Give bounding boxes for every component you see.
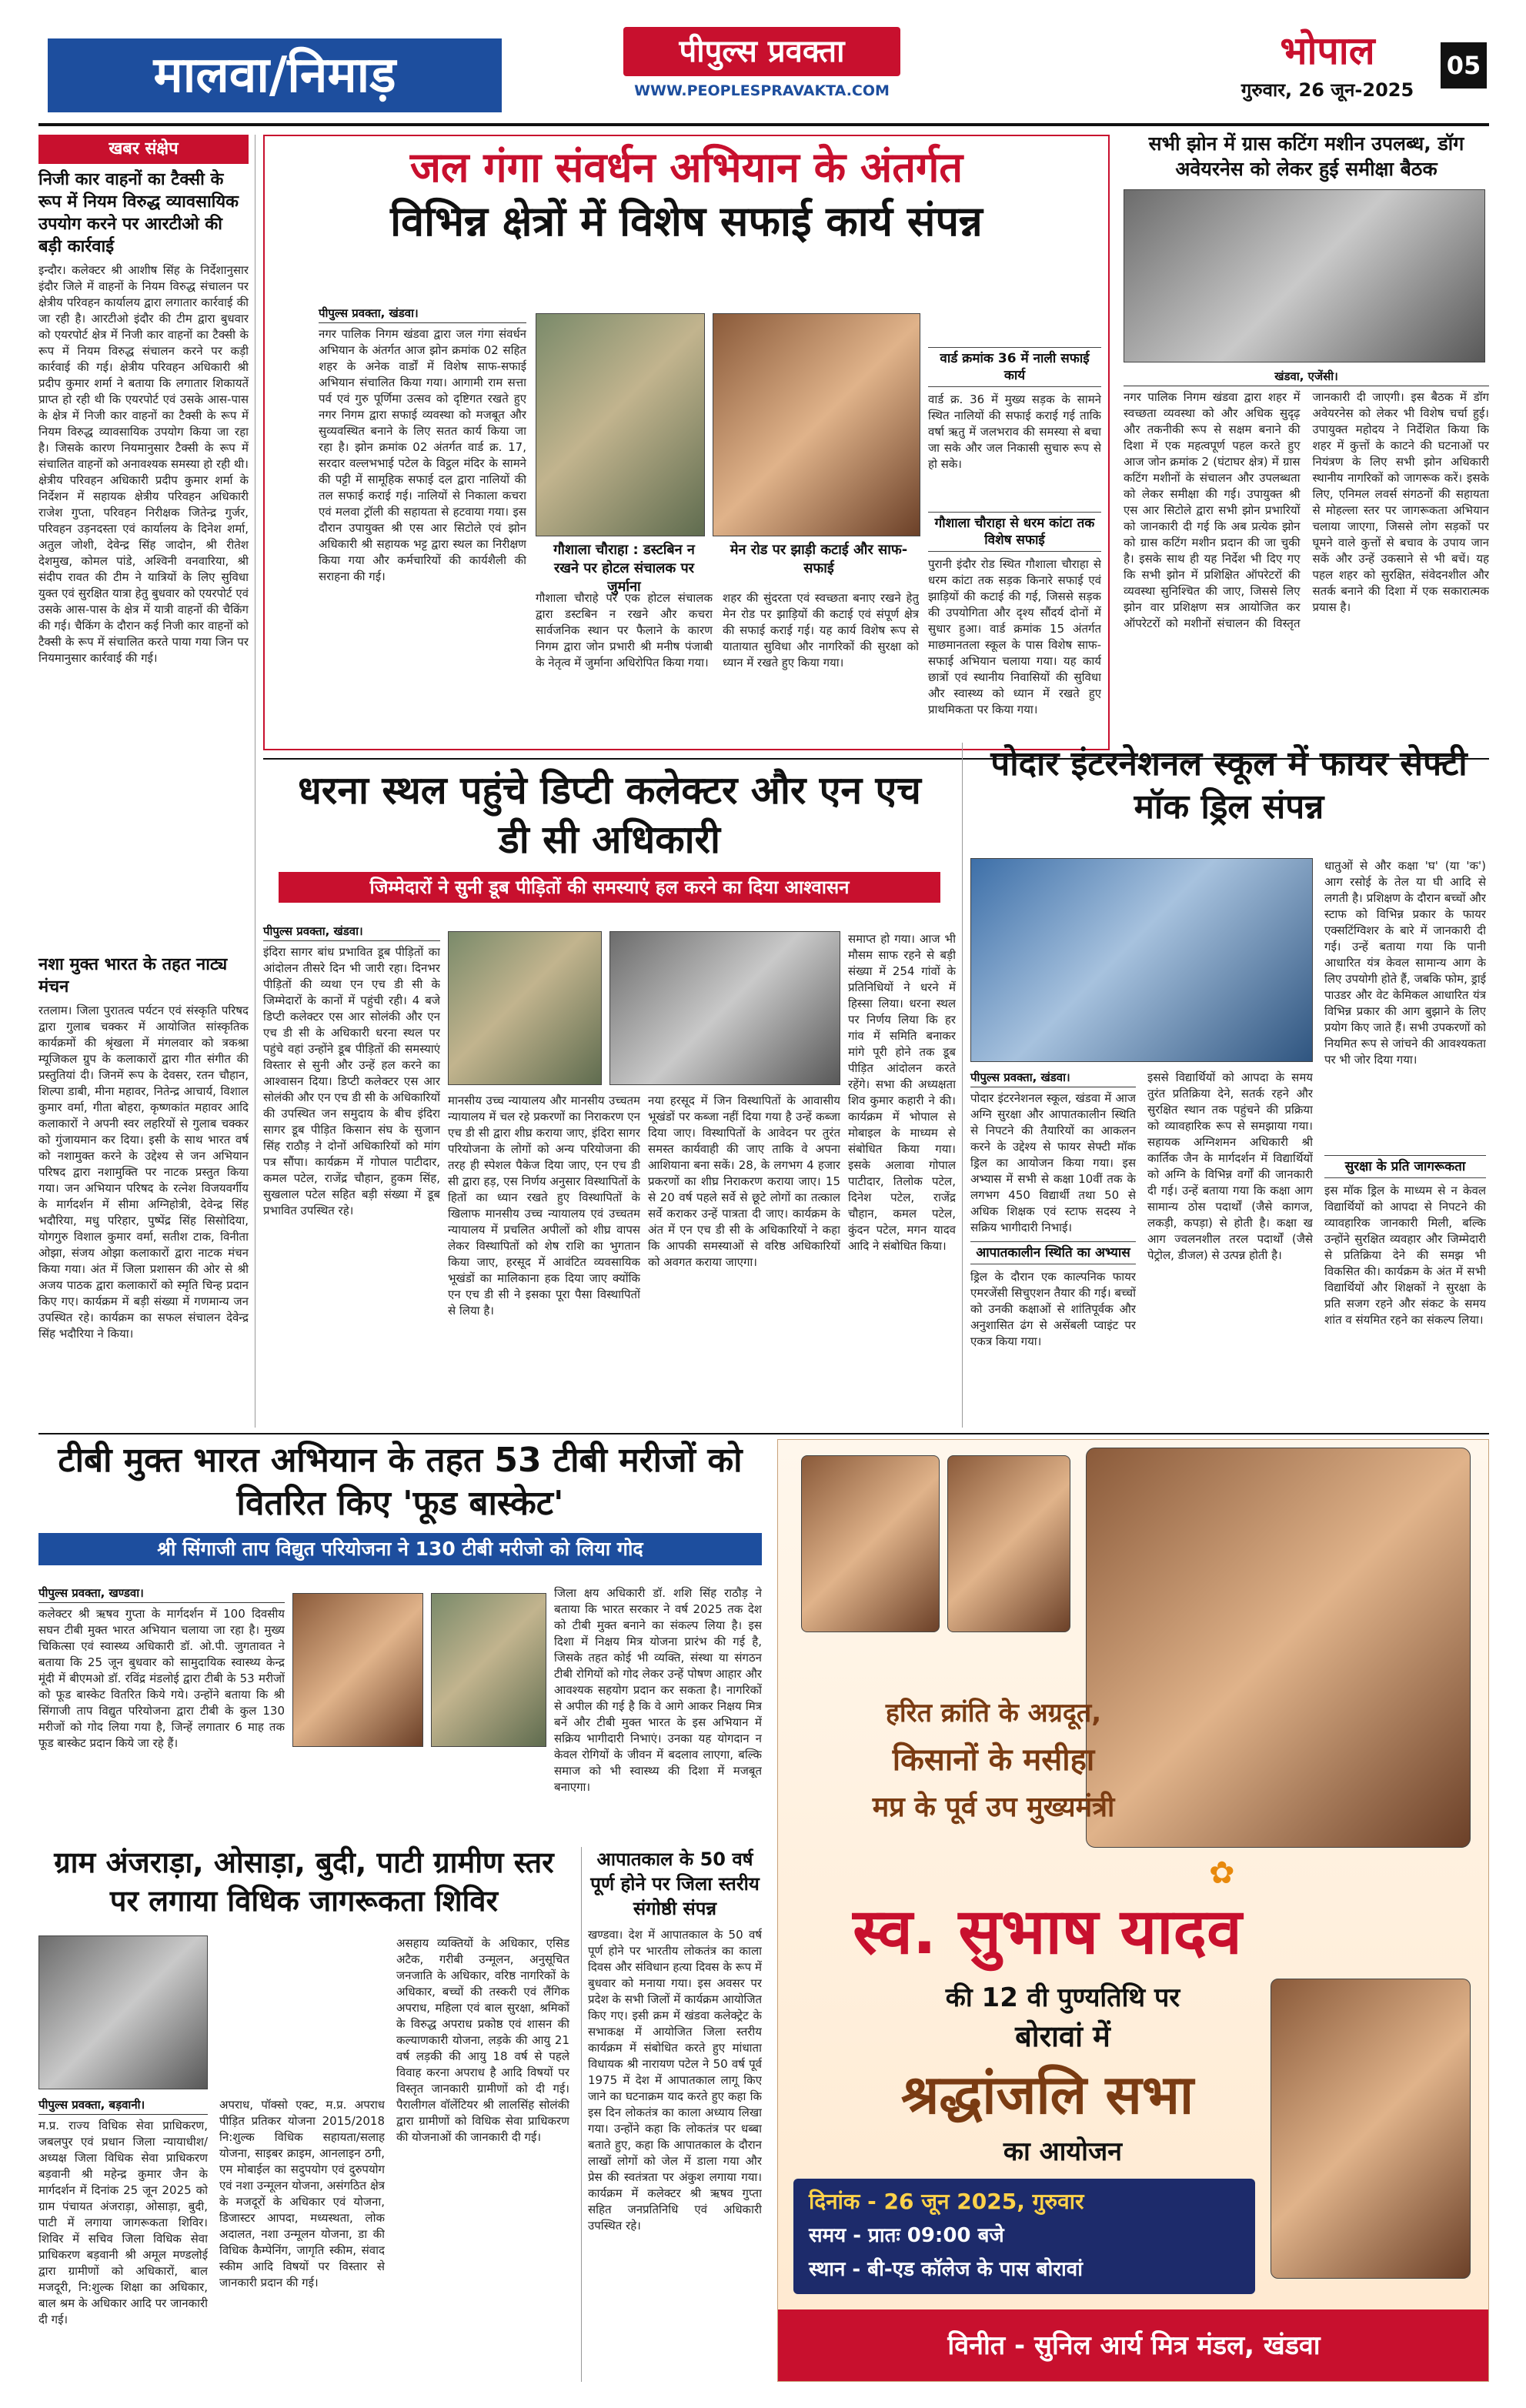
tb-photo-1 xyxy=(292,1593,423,1747)
briefs-column xyxy=(38,135,255,1428)
tb-col-1 xyxy=(38,1585,285,1837)
emergency-body: खण्डवा। देश में आपातकाल के 50 वर्ष पूर्ण होने पर भारतीय लोकतंत्र का काला दिवस और संविधान हत्या दिवस के रूप में बुधवार को मनाया गया। इस अवसर पर प्रदेश के सभी जिलों में कार्यक्रम आयोजित किए गए। इसी क्रम में खंडवा कलेक्ट्रेट के सभाकक्ष में आयोजित जिला स्तरीय कार्यक्रम में संबोधित करते हुए मांधाता विधायक श्री नारायण पटेल ने 50 वर्ष पूर्व 1975 में देश में आपातकाल लागू किए जाने का घटनाक्रम याद करते हुए कहा कि इस दिन लोकतंत्र का काला अध्याय लिखा गया। उन्होंने कहा कि लोकतंत्र पर धब्बा बताते हुए, कहा कि आपातकाल के दौरान लाखों लोगों को जेल में डाला गया और प्रेस की स्वतंत्रता पर अंकुश लगाया गया। कार्यक्रम में कलेक्टर श्री ऋषव गुप्ता सहित जनप्रतिनिधि एवं अधिकारी उपस्थित रहे। xyxy=(588,1928,762,2233)
ad-line-2: किसानों के मसीहा xyxy=(892,1742,1095,1778)
podar-text-2: इससे विद्यार्थियों को आपदा के समय तुरंत प्रतिक्रिया देने, सतर्क रहने और सुरक्षित स्थान तक पहुंचने की प्रक्रिया को व्यावहारिक रूप से समझाया गया। सहायक अग्निशमन अधिकारी श्री कार्तिक जैन के मार्गदर्शन में विद्यार्थियों को अग्नि के विभिन्न वर्गों की जानकारी दी गई। उन्हें बताया गया कि कक्षा आग सामान्य ठोस पदार्थों (जैसे कागज, लकड़ी, कपड़ा) से होती है। कक्षा ख आग ज्वलनशील तरल पदार्थों (जैसे पेट्रोल, डीजल) से उत्पन्न होती है। xyxy=(1147,1070,1313,1262)
tb-banner: श्री सिंगाजी ताप विद्युत परियोजना ने 130 टीबी मरीजो को लिया गोद xyxy=(38,1533,762,1565)
camp-text-2: अपराध, पॉक्सो एक्ट, म.प्र. अपराध पीड़ित प्रतिकर योजना 2015/2018 नि:शुल्क विधिक सहायता/सलाह योजना, साइबर क्राइम, आनलाइन ठगी, एम मोबाईल का सदुपयोग एवं दुरुपयोग एवं नशा उन्मूलन योजना, असंगठित क्षेत्र के मजदूरों के अधिकार एवं योजना, डिजास्टर आपदा, मध्यस्थता, लोक अदालत, नशा उन्मूलन योजना, डा की विधिक कैम्पेनिंग, जागृति स्कीम, संवाद स्कीम आदि विषयों पर विस्तार से जानकारी प्रदान की गई। xyxy=(219,2098,385,2289)
ad-portrait-2 xyxy=(947,1455,1070,1632)
emergency-story xyxy=(581,1847,762,2382)
dharna-banner: जिम्मेदारों ने सुनी डूब पीड़ितों की समस्याएं हल करने का दिया आश्वासन xyxy=(279,872,940,903)
lead-text-3: शहर की सुंदरता एवं स्वच्छता बनाए रखने हेतु मेन रोड पर झाड़ियों की कटाई एवं संपूर्ण क्षेत्र की सफाई कराई गई। यह कार्य विशेष रूप से यातायात सुविधा और नागरिकों की सुरक्षा को ध्यान में रखते हुए किया गया। xyxy=(723,591,919,670)
podar-text-1: पोदार इंटरनेशनल स्कूल, खंडवा में आज अग्नि सुरक्षा और आपातकालीन स्थिति से निपटने की तैयारियों का आकलन करने के उद्देश्य से फायर सेफ्टी मॉक ड्रिल का आयोजन किया गया। इस अभ्यास में सभी से कक्षा 10वीं तक के लगभग 450 विद्यार्थी तथा 50 से अधिक शिक्षक एवं स्टाफ सदस्य ने सक्रिय भागीदारी निभाई। xyxy=(970,1091,1136,1234)
tb-headline: टीबी मुक्त भारत अभियान के तहत 53 टीबी मरीजों को वितरित किए 'फूड बास्केट' xyxy=(58,1441,743,1523)
tb-story xyxy=(38,1439,762,1839)
lead-photo-2 xyxy=(713,313,920,536)
lead-sidebar xyxy=(928,342,1101,770)
lead-side-text-2: पुरानी इंदौर रोड स्थित गौशाला चौराहा से धरम कांटा तक सड़क किनारे सफाई एवं झाड़ियों की कटाई की गई, जिससे सड़क की उपयोगिता और दृश्य सौंदर्य दोनों में सुधार हुआ। वार्ड क्रमांक 15 अंतर्गत माछमानतला स्कूल के पास विशेष साफ-सफाई अभियान चलाया गया। यह कार्य छात्रों एवं स्थानीय निवासियों की सुविधा और स्वास्थ्य को ध्यान में रखते हुए प्राथमिकता पर किया गया। xyxy=(928,557,1101,716)
masthead xyxy=(0,0,1526,127)
lead-photo-1-caption: गौशाला चौराहा : डस्टबिन न रखने पर होटल संचालक पर जुर्माना xyxy=(536,538,713,599)
grass-headline: सभी झोन में ग्रास कटिंग मशीन उपलब्ध, डॉग अवेयरनेस को लेकर हुई समीक्षा बैठक xyxy=(1148,132,1464,180)
podar-col-3 xyxy=(1324,858,1486,1391)
tb-text-1: कलेक्टर श्री ऋषव गुप्ता के मार्गदर्शन में 100 दिवसीय सघन टीबी मुक्त भारत अभियान चलाया जा रहा है। मुख्य चिकित्सा एवं स्वास्थ्य अधिकारी डॉ. ओ.पी. जुगतावत ने बताया कि 25 जून बुधवार को सामुदायिक स्वास्थ्य केन्द्र मूंदी में बीएमओ डॉ. रविंद्र मंडलोई द्वारा टीबी के 53 मरीजों को फूड बास्केट वितरित किये गये। उन्होंने बताया कि श्री सिंगाजी ताप विद्युत परियोजना द्वारा टीबी के कुल 130 मरीजों को गोद लिया गया है, जिन्हें लगातार 6 माह तक फूड बास्केट प्रदान किये जा रहे हैं। xyxy=(38,1607,285,1750)
dharna-text-3: नया हरसूद में जिन विस्थापितों के आवासीय भूखंडों पर कब्जा नहीं दिया गया है उन्हें कब्जा दिया जाए। विस्थापितों के आवेदन पर तुरंत समस्त कार्यवाही की जाए ताकि वे अपना आशियाना बना सकें। 28, के लगभग 4 हजार प्रकरणों का शीघ्र निराकरण कराया जाए। 15 से 20 वर्ष पहले सर्वे से छूटे लोगों का तत्काल सर्वे कराकर उन्हें पात्रता दी जाए। कार्यक्रम के अंत में एन एच डी सी के अधिकारियों ने कहा कि आपकी समस्याओं से वरिष्ठ अधिकारियों को अवगत कराया जाएगा। xyxy=(648,1094,840,1269)
camp-text-1: म.प्र. राज्य विधिक सेवा प्राधिकरण, जबलपुर एवं प्रधान जिला न्यायाधीश/अध्यक्ष जिला विधिक सेवा प्राधिकरण बड़वानी श्री महेन्द्र कुमार जैन के मार्गदर्शन में दिनांक 25 जून 2025 को ग्राम पंचायत अंजराड़ा, ओसाड़ा, बुदी, पाटी में लगाया जागरूकता शिविर। शिविर में सचिव जिला विधिक सेवा प्राधिकरण बड़वानी श्री अमूल मण्डलोई द्वारा ग्रामीणों को अधिकारों, बाल मजदूरी, नि:शुल्क शिक्षा का अधिकार, बाल श्रम के अधिकार आदि पर जानकारी दी गई। xyxy=(38,2119,208,2326)
dharna-text-4: समाप्त हो गया। आज भी मौसम साफ रहने से बड़ी संख्या में 254 गांवों के प्रतिनिधियों ने धरने में हिस्सा लिया। धरना स्थल पर निर्णय लिया कि हर गांव में समिति बनाकर मांगे पूरी होने तक डूब पीड़ित आंदोलन करते रहेंगे। सभा की अध्यक्षता शिव कुमार कहारी ने की। कार्यक्रम में भोपाल से मोबाइल के माध्यम से संबोधित किया गया। इसके अलावा गोपाल पाटीदार, तिलोक पटेल, दिनेश पटेल, राजेंद्र चौहान, कमल पटेल, कुंदन पटेल, मगन यादव आदि ने संबोधित किया। xyxy=(848,932,956,1253)
ad-tagline xyxy=(793,1694,1194,1825)
lead-photo-1 xyxy=(536,313,705,536)
podar-story xyxy=(962,743,1489,1428)
lead-photo-2-caption: मेन रोड पर झाड़ी कटाई और साफ-सफाई xyxy=(719,538,919,581)
lead-col-1 xyxy=(319,306,526,742)
podar-subhead-2: सुरक्षा के प्रति जागरूकता xyxy=(1324,1155,1486,1178)
ad-line-3: मप्र के पूर्व उप मुख्यमंत्री xyxy=(872,1792,1115,1823)
ad-venue: स्थान - बी-एड कॉलेज के पास बोरावां xyxy=(809,2258,1083,2281)
camp-story xyxy=(38,1843,569,2382)
brand-name: पीपुल्स प्रवक्ता xyxy=(623,27,900,76)
ad-event: श्रद्धांजलि सभा xyxy=(900,2063,1194,2126)
brief-2-body: रतलाम। जिला पुरातत्व पर्यटन एवं संस्कृति परिषद द्वारा गुलाब चक्कर में आयोजित सांस्कृतिक कार्यक्रमों की श्रृंखला में मंगलवार को त्रकश्रा म्यूजिकल ग्रुप के कलाकारों द्वारा गीत संगीत की प्रस्तुतियां दी। जिनमें रूप के देवसर, रतन चौहान, शिल्पा डाबी, मीना महावर, नितेन्द्र आचार्य, विशाल कुमार वर्मा, गीता बोहरा, कृष्णकांत महावर आदि कलाकारों ने अपनी स्वर लहरियों से गुलाब चक्कर को गुंजायमान कर दिया। इसी के साथ भारत वर्ष को नशामुक्त करने के उद्देश्य से जन अभियान परिषद द्वारा नशामुक्ति पर नाटक प्रस्तुत किया गया। जन अभियान परिषद के रत्नेश विजयवर्गीय के मार्गदर्शन में सीमा अग्निहोत्री, देवेन्द्र सिंह भदौरिया, मधु परिहार, पुष्पेंद्र सिंह सिसोदिया, योगगुरु विशाल कुमार वर्मा, सतीश टाक, विनीता ओझा, संजय ओझा कलाकारों द्वारा नाटक मंचन किया गया। अंत में जिला प्रशासन की ओर से श्री अजय पाठक द्वारा कलाकारों को स्मृति चिन्ह प्रदान किए गए। कार्यक्रम में बड़ी संख्या में गणमान्य जन उपस्थित रहे। कार्यक्रम का सफल संचालन देवेन्द्र सिंह भदौरिया ने किया। xyxy=(38,1004,249,1341)
divider-2 xyxy=(38,1433,1489,1434)
ad-line-6: का आयोजन xyxy=(1003,2136,1123,2167)
ad-flower-icon: ✿ xyxy=(1209,1855,1235,1891)
masthead-rule xyxy=(38,123,1489,126)
dharna-story xyxy=(263,766,956,1428)
grass-body: नगर पालिक निगम खंडवा द्वारा शहर में स्वच्छता व्यवस्था को और अधिक सुदृढ़ और तकनीकी रूप से सक्षम बनाने की दिशा में एक महत्वपूर्ण पहल करते हुए आज जोन क्रमांक 2 (घंटाघर क्षेत्र) में ग्रास कटिंग मशीनों के संचालन और उपलब्धता को लेकर समीक्षा की गई। उपायुक्त श्री एस आर सिटोले द्वारा सभी झोन प्रभारियों को जानकारी दी गई कि अब प्रत्येक झोन को ग्रास कटिंग मशीन प्रदान की जा चुकी है। इसके साथ ही यह निर्देश भी दिए गए कि सभी झोन में प्रशिक्षित ऑपरेटरों की व्यवस्था सुनिश्चित की जाए, जिससे लिए झोन वार प्रशिक्षण सत्र आयोजित कर ऑपरेटरों को मशीनों संचालन की विस्तृत जानकारी दी जाएगी। इस बैठक में डॉग अवेयरनेस को लेकर भी विशेष चर्चा हुई। उपायुक्त महोदय ने निर्देशित किया कि शहर में कुत्तों के काटने की घटनाओं पर नियंत्रण के लिए सभी झोन अधिकारी स्थानीय नागरिकों को जागरूक करें। इसके लिए, एनिमल लवर्स संगठनों की सहायता से मोहल्ला स्तर पर जागरूकता अभियान चलाया जाएगा, जिससे लोग सड़कों पर घूमने वाले कुत्तों से बचाव के उपाय जान सकें और उन्हें उकसाने से भी बचें। यह पहल शहर को सुरक्षित, संवेदनशील और सतर्क बनाने की दिशा में एक सकारात्मक प्रयास है। xyxy=(1124,390,1489,630)
ad-portrait-host xyxy=(1271,1979,1471,2279)
dharna-byline: पीपुल्स प्रवक्ता, खंडवा। xyxy=(263,923,440,941)
tb-text-2: जिला क्षय अधिकारी डॉ. शशि सिंह राठौड़ ने बताया कि भारत सरकार ने वर्ष 2025 तक देश को टीबी मुक्त बनाने का संकल्प लिया है। इस दिशा में निक्षय मित्र योजना प्रारंभ की गई है, जिसके तहत कोई भी व्यक्ति, संस्था या संगठन टीबी रोगियों को गोद लेकर उन्हें पोषण आहार और आवश्यक सहयोग प्रदान कर सकता है। नागरिकों से अपील की गई है कि वे आगे आकर निक्षय मित्र बनें और टीबी मुक्त भारत के इस अभियान में सक्रिय भागीदारी निभाएं। उनका यह योगदान न केवल रोगियों के जीवन में बदलाव लाएगा, बल्कि समाज को भी स्वास्थ्य की दिशा में मजबूत बनाएगा। xyxy=(554,1586,762,1794)
lead-headline-1: जल गंगा संवर्धन अभियान के अंतर्गत xyxy=(409,143,963,192)
camp-photo xyxy=(38,1935,208,2089)
ad-line-4: की 12 वी पुण्यतिथि पर xyxy=(945,1982,1180,2013)
dharna-photo-1 xyxy=(448,931,602,1085)
brief-1-title: निजी कार वाहनों का टैक्सी के रूप में नियम विरुद्ध व्यावसायिक उपयोग करने पर आरटीओ की बड़ी कार्रवाई xyxy=(38,170,239,256)
ad-date: दिनांक - 26 जून 2025, गुरुवार xyxy=(809,2189,1084,2214)
emergency-headline: आपातकाल के 50 वर्ष पूर्ण होने पर जिला स्तरीय संगोष्ठी संपन्न xyxy=(590,1849,760,1919)
masthead-date: गुरुवार, 26 जून-2025 xyxy=(1241,79,1414,101)
grass-photo xyxy=(1124,189,1485,362)
brand-url[interactable]: WWW.PEOPLESPRAVAKTA.COM xyxy=(634,82,890,99)
grass-byline: खंडवा, एजेंसी। xyxy=(1124,369,1489,386)
camp-col-1 xyxy=(38,2097,208,2372)
ad-footer: विनीत - सुनिल आर्य मित्र मंडल, खंडवा xyxy=(778,2309,1489,2382)
briefs-label: खबर संक्षेप xyxy=(38,135,249,164)
camp-byline: पीपुल्स प्रवक्ता, बड़वानी। xyxy=(38,2097,208,2115)
dharna-text-1: इंदिरा सागर बांध प्रभावित डूब पीड़ितों का आंदोलन तीसरे दिन भी जारी रहा। दिनभर पीड़ितों की व्यथा एन एच डी सी के जिम्मेदारों के कानों में पहुंची रही। 4 बजे डिप्टी कलेक्टर एस आर सोलंकी और एन एच डी सी के अधिकारी धरना स्थल पर पहुंचे वहां उन्होंने डूब पीड़ितों की समस्याएं विस्तार से सुनी और उन्हें हल करने का आश्वासन दिया। डिप्टी कलेक्टर एस आर सोलंकी और एन एच डी सी के अधिकारियों की उपस्थित जन समुदाय के बीच इंदिरा सागर डूब पीड़ित किसान संघ के सुजान सिंह राठौड़ ने दोनों अधिकारियों को मांग पत्र सौंपा। कार्यक्रम में गोपाल पाटीदार, कमल पटेल, राजेंद्र चौहान, हुकम सिंह, सुखलाल पटेल सहित बड़ी संख्या में डूब प्रभावित उपस्थित रहे। xyxy=(263,945,440,1217)
podar-text-3b: इस मॉक ड्रिल के माध्यम से न केवल विद्यार्थियों को आपदा से निपटने की व्यावहारिक जानकारी मिली, बल्कि उन्होंने सुरक्षित व्यवहार और जिम्मेदारी से प्रतिक्रिया देने की समझ भी विकसित की। कार्यक्रम के अंत में सभी विद्यार्थियों और शिक्षकों ने सुरक्षा के प्रति सजग रहने और संकट के समय शांत व संयमित रहने का संकल्प लिया। xyxy=(1324,1184,1486,1327)
podar-text-3: धातुओं से और कक्षा 'घ' (या 'क') आग रसोई के तेल या घी आदि से लगती है। प्रशिक्षण के दौरान बच्चों और स्टाफ को विभिन्न प्रकार के फायर एक्सटिंग्विशर के बारे में जानकारी दी गई। उन्हें बताया गया कि पानी आधारित यंत्र केवल सामान्य आग के लिए उपयोगी होते हैं, जबकि फोम, ड्राई पाउडर और वेट केमिकल आधारित यंत्र विभिन्न प्रकार की आग बुझाने के लिए प्रयोग किए जाते हैं। सभी उपकरणों को नियमित रूप से जांचने की आवश्यकता पर भी जोर दिया गया। xyxy=(1324,859,1486,1067)
lead-side-text-1: वार्ड क्र. 36 में मुख्य सड़क के सामने स्थित नालियों की सफाई कराई गई ताकि वर्षा ऋतु में जलभराव की समस्या से बचा जा सके और जल निकासी सुचारु रूप से हो सके। xyxy=(928,392,1101,471)
ad-line-1: हरित क्रांति के अग्रदूत, xyxy=(885,1698,1102,1728)
camp-text-3: असहाय व्यक्तियों के अधिकार, एसिड अटैक, गरीबी उन्मूलन, अनुसूचित जनजाति के अधिकार, वरिष्ठ नागरिकों के अधिकार, बच्चों की तस्करी एवं लैंगिक अपराध, महिला एवं बाल सुरक्षा, श्रमिकों के विरुद्ध अपराध प्रकोष्ठ एवं शासन की कल्याणकारी योजना, लड़के की आयु 21 वर्ष लड़की की आयु 18 वर्ष से पहले विवाह करना अपराध है आदि विषयों पर विस्तृत जानकारी ग्रामीणों को दी गई। पैरालीगल वॉलेंटियर श्री लालसिंह सोलंकी द्वारा ग्रामीणों को विधिक सेवा प्राधिकरण की योजनाओं की जानकारी दी गई। xyxy=(396,1936,569,2144)
lead-subhead-1: वार्ड क्रमांक 36 में नाली सफाई कार्य xyxy=(928,347,1101,387)
ad-time: समय - प्रातः 09:00 बजे xyxy=(809,2224,1004,2247)
dharna-headline: धरना स्थल पहुंचे डिप्टी कलेक्टर और एन एच डी सी अधिकारी xyxy=(298,768,921,862)
dharna-photo-2 xyxy=(609,931,840,1085)
brand-logo[interactable] xyxy=(623,27,900,115)
ad-details-box xyxy=(793,2179,1255,2294)
lead-subhead-2: गौशाला चौराहा से धरम कांटा तक विशेष सफाई xyxy=(928,512,1101,552)
masthead-city: भोपाल xyxy=(1280,28,1375,73)
grass-story xyxy=(1124,131,1489,746)
dharna-text-2: मानसीय उच्च न्यायालय और मानसीय उच्चतम न्यायालय में चल रहे प्रकरणों का निराकरण एन एच डी सी द्वारा शीघ्र कराया जाए, इंदिरा सागर परियोजना के लोगों को अन्य परियोजना की तरह ही स्पेशल पैकेज दिया जाए, एन एच डी सी द्वारा हड़, एस निर्णय अनुसार विस्थापितों के हितों का ध्यान रखते हुए विस्थापितों के खिलाफ मानसीय उच्च न्यायालय एवं उच्चतम न्यायालय में प्रचलित अपीलों को शीघ्र वापस लेकर विस्थापितों को शेष राशि का भुगतान किया जाए, हरसूद में आवंटित व्यवसायिक भूखंडों का मालिकाना हक दिया जाए क्योंकि एन एच डी सी ने इसका पूरा पैसा विस्थापितों से लिया है। xyxy=(448,1094,640,1318)
tribute-ad xyxy=(777,1439,1489,2382)
ad-line-5: बोरावां में xyxy=(1015,2019,1110,2053)
camp-headline: ग्राम अंजराड़ा, ओसाड़ा, बुदी, पाटी ग्रामीण स्तर पर लगाया विधिक जागरूकता शिविर xyxy=(54,1845,554,1918)
lead-headline-2: विभिन्न क्षेत्रों में विशेष सफाई कार्य संपन्न xyxy=(390,197,983,246)
ad-portrait-1 xyxy=(801,1455,940,1632)
tb-photo-2 xyxy=(431,1593,546,1747)
page-number: 05 xyxy=(1441,42,1487,89)
brief-2-title: नशा मुक्त भारत के तहत नाट्य मंचन xyxy=(38,955,228,997)
podar-subhead-1: आपातकालीन स्थिति का अभ्यास xyxy=(970,1241,1136,1264)
section-title: मालवा/निमाड़ xyxy=(48,38,502,112)
lead-story xyxy=(263,135,1110,750)
podar-text-1b: ड्रिल के दौरान एक काल्पनिक फायर एमरजेंसी सिचुएशन तैयार की गई। बच्चों को उनकी कक्षाओं से शांतिपूर्वक और अनुशासित ढंग से असेंबली प्वाइंट पर एकत्र किया गया। xyxy=(970,1270,1136,1348)
podar-col-1 xyxy=(970,1070,1136,1377)
podar-photo xyxy=(970,858,1313,1062)
brief-1-body: इन्दौर। कलेक्टर श्री आशीष सिंह के निर्देशानुसार इंदौर जिले में वाहनों के नियम विरुद्ध संचालन पर क्षेत्रीय परिवहन कार्यालय द्वारा लगातार कार्रवाई की जा रही है। आरटीओ इंदौर की टीम द्वारा बुधवार को एयरपोर्ट क्षेत्र में निजी कार वाहनों का टैक्सी के रूप में नियम विरुद्ध संचालन करने पर कड़ी कार्रवाई की गई। क्षेत्रीय परिवहन अधिकारी श्री प्रदीप कुमार शर्मा ने बताया कि लगातार शिकायतें प्राप्त हो रही थी कि एयरपोर्ट एवं उसके आस-पास के क्षेत्र में निजी कार वाहनों का टैक्सी के रूप में नियम विरुद्ध व्यावसायिक उपयोग किया जा रहा है। जिसके कारण नियमानुसार टैक्सी के रूप में संचालित वाहनों को अनावश्यक समस्या हो रही थी। क्षेत्रीय परिवहन अधिकारी प्रदीप कुमार शर्मा के निर्देशन में सहायक क्षेत्रीय परिवहन अधिकारी राजेश गुप्ता, परिवहन निरीक्षक जितेन्द्र गुर्जर, परिवहन उड़नदस्ता एवं कार्यालय के दिनेश शर्मा, अतुल जोशी, देवेन्द्र सिंह जादोन, श्री रीतेश देशमुख, कोमल पांडे, अश्विनी वनवारिया, श्री संदीप रावत की टीम ने यात्रियों के लिए सुविधा युक्त एवं सुरक्षित यात्रा हेतु बुधवार को एयरपोर्ट एवं उसके आस-पास के क्षेत्र में यात्री वाहनों की चैकिंग की गई। चैकिंग के दौरान कई निजी कार वाहनों को टैक्सी के रूप में संचालित करते पाया गया जिन पर नियमानुसार कार्रवाई की गई। xyxy=(38,263,249,665)
podar-byline: पीपुल्स प्रवक्ता, खंडवा। xyxy=(970,1070,1136,1087)
podar-headline: पोदार इंटरनेशनल स्कूल में फायर सेफ्टी मॉक ड्रिल संपन्न xyxy=(990,744,1468,827)
lead-text-1: नगर पालिक निगम खंडवा द्वारा जल गंगा संवर्धन अभियान के अंतर्गत आज झोन क्रमांक 02 सहित शहर के अनेक वार्डों में विशेष साफ-सफाई अभियान संचालित किया गया। आगामी राम सत्ता पर्व एवं गुरु पूर्णिमा उत्सव को दृष्टिगत रखते हुए नगर निगम द्वारा सफाई व्यवस्था को मजबूत और सुव्यवस्थित बनाने के लिए सतत कार्य किया जा रहा है। झोन क्रमांक 02 अंतर्गत वार्ड क्र. 17, सरदार वल्लभभाई पटेल के विट्ठल मंदिर के सामने की पट्टी में सामूहिक सफाई दल द्वारा नालियों की तल सफाई कराई गई। नालियों से निकाला कचरा एवं मलवा ट्रॉली की सहायता से हटवाया गया। इस दौरान उपायुक्त श्री एस आर सिटोले एवं झोन अधिकारी श्री सहायक भट्ट द्वारा स्थल का निरीक्षण किया गया और कर्मचारियों की कार्यशैली की सराहना की गई। xyxy=(319,327,526,583)
lead-text-2: गौशाला चौराहे पर एक होटल संचालक द्वारा डस्टबिन न रखने और कचरा सार्वजनिक स्थान पर फैलाने के कारण निगम द्वारा जोन प्रभारी श्री मनीष पंजाबी के नेतृत्व में जुर्माना अधिरोपित किया गया। xyxy=(536,591,713,670)
ad-name: स्व. सुभाष यादव xyxy=(853,1895,1242,1969)
lead-byline: पीपुल्स प्रवक्ता, खंडवा। xyxy=(319,306,526,323)
tb-byline: पीपुल्स प्रवक्ता, खण्डवा। xyxy=(38,1585,285,1603)
dharna-col-1 xyxy=(263,923,440,1425)
